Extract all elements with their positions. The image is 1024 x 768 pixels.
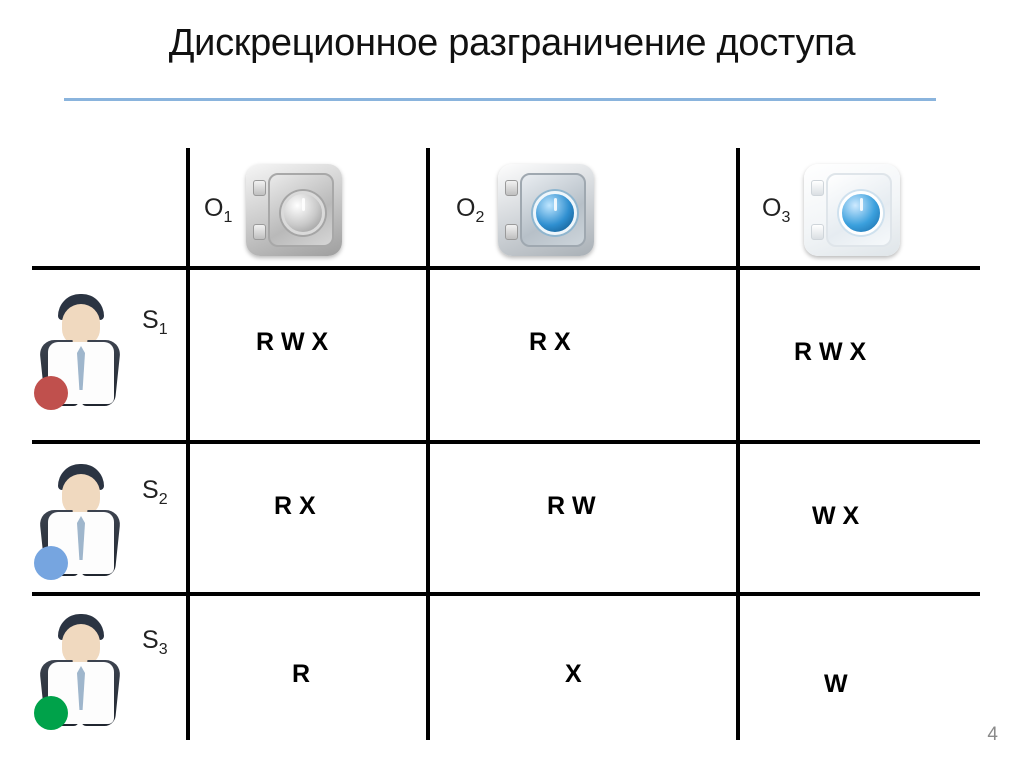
page-title: Дискреционное разграничение доступа <box>168 22 856 64</box>
row-header-subject-3 <box>30 600 180 750</box>
object-2-label <box>456 194 484 227</box>
cell-s3-o1: R <box>292 660 311 688</box>
subject-1-label <box>142 306 168 339</box>
grid-vertical-line <box>736 148 740 740</box>
object-2-index: 2 <box>475 208 485 226</box>
status-dot <box>34 696 68 730</box>
title-divider <box>64 98 936 101</box>
row-header-subject-2 <box>30 450 180 600</box>
grid-vertical-line <box>426 148 430 740</box>
row-header-subject-1 <box>30 280 180 430</box>
subject-2-index: 2 <box>158 491 168 508</box>
cell-s2-o2: R W <box>547 492 596 520</box>
object-3-letter: O <box>762 193 782 222</box>
cell-s3-o2: X <box>565 660 582 688</box>
object-2-letter: O <box>456 193 476 222</box>
user-icon <box>34 612 130 732</box>
column-header-object-1 <box>204 160 342 260</box>
object-3-label <box>762 194 790 227</box>
subject-2-label <box>142 476 168 509</box>
subject-1-index: 1 <box>158 321 168 338</box>
object-1-label <box>204 194 232 227</box>
cell-s1-o1: R W X <box>256 328 329 356</box>
safe-icon <box>804 164 900 256</box>
column-header-object-3 <box>762 160 900 260</box>
object-1-letter: O <box>204 193 224 222</box>
subject-2-letter: S <box>142 476 159 504</box>
object-3-index: 3 <box>781 208 791 226</box>
grid-vertical-line <box>186 148 190 740</box>
grid-horizontal-line <box>32 266 980 270</box>
subject-3-label <box>142 626 168 659</box>
cell-s3-o3: W <box>824 670 848 698</box>
column-header-object-2 <box>456 160 594 260</box>
access-control-matrix <box>24 140 1000 740</box>
status-dot <box>34 546 68 580</box>
object-1-index: 1 <box>223 208 233 226</box>
grid-horizontal-line <box>32 440 980 444</box>
page-number: 4 <box>987 724 998 745</box>
user-icon <box>34 462 130 582</box>
cell-s2-o3: W X <box>812 502 860 530</box>
cell-s1-o3: R W X <box>794 338 867 366</box>
cell-s1-o2: R X <box>529 328 571 356</box>
cell-s2-o1: R X <box>274 492 316 520</box>
safe-icon <box>498 164 594 256</box>
user-icon <box>34 292 130 412</box>
safe-icon <box>246 164 342 256</box>
status-dot <box>34 376 68 410</box>
subject-3-index: 3 <box>158 641 168 658</box>
subject-3-letter: S <box>142 626 159 654</box>
subject-1-letter: S <box>142 306 159 334</box>
